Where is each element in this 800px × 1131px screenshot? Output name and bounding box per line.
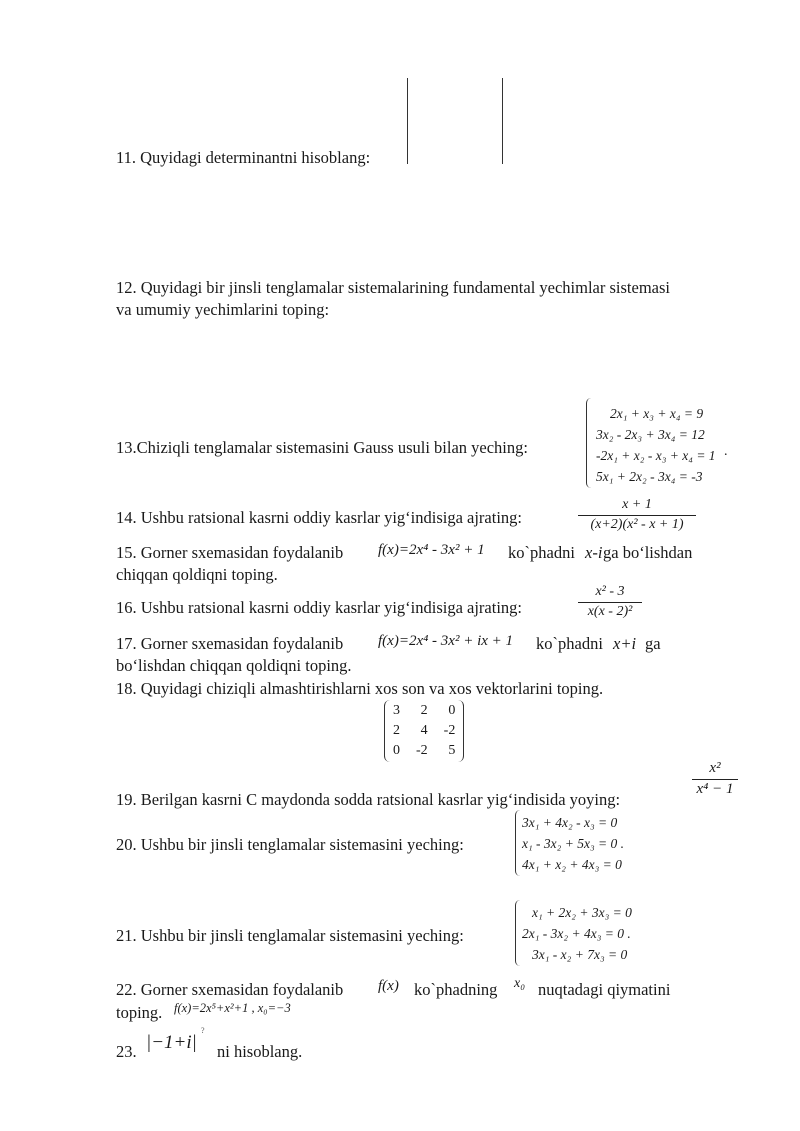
matrix-cell: -2 <box>416 743 428 758</box>
problem-17-function: f(x)=2x⁴ - 3x² + ix + 1 <box>378 633 514 649</box>
matrix-cell: 5 <box>448 743 456 758</box>
system-21-eq3: 3x₁ - x₂ + 7x₃ = 0 <box>532 947 628 962</box>
problem-14: 14. Ushbu ratsional kasrni oddiy kasrlar yig‘indisiga ajrating: <box>116 508 523 527</box>
problem-23-expression: |−1+i| <box>146 1032 197 1053</box>
system-13-eq3: -2x₁ + x₂ - x₃ + x₄ = 1 <box>596 448 716 463</box>
problem-16: 16. Ushbu ratsional kasrni oddiy kasrlar yig‘indisiga ajrating: <box>116 598 523 617</box>
system-brace <box>515 900 520 966</box>
system-13-eq1: 2x₁ + x₃ + x₄ = 9 <box>610 406 704 421</box>
problem-21: 21. Ushbu bir jinsli tenglamalar sistemasini yeching: <box>116 926 464 945</box>
system-13-eq4: 5x₁ + 2x₂ - 3x₄ = -3 <box>596 469 703 484</box>
matrix-row <box>385 721 463 741</box>
matrix-cell: 3 <box>393 703 400 718</box>
problem-15-mid: ko`phadni <box>508 543 575 562</box>
system-brace <box>515 810 520 876</box>
problem-17-lead: 17. Gorner sxemasidan foydalanib <box>116 634 344 653</box>
system-20-eq1: 3x₁ + 4x₂ - x₃ = 0 <box>522 815 618 830</box>
matrix-cell: 4 <box>420 723 428 738</box>
fraction-16-denominator: x(x - 2)² <box>587 604 633 619</box>
system-20 <box>522 812 624 875</box>
problem-15-function: f(x)=2x⁴ - 3x² + 1 <box>378 542 485 558</box>
problem-22-point: x₀ <box>514 976 526 991</box>
problem-17-mid: ko`phadni <box>536 634 603 653</box>
problem-23-exponent-mark: ? <box>201 1026 205 1035</box>
fraction-14 <box>578 497 696 533</box>
system-13-eq2: 3x₂ - 2x₃ + 3x₄ = 12 <box>596 427 705 442</box>
fraction-16 <box>578 584 642 620</box>
matrix-cell: -2 <box>443 723 456 738</box>
system-21 <box>522 902 632 965</box>
fraction-19-numerator: x² <box>709 760 721 776</box>
problem-12-line2: va umumiy yechimlarini toping: <box>116 300 330 319</box>
fraction-bar <box>578 515 696 516</box>
fraction-16-numerator: x² - 3 <box>595 584 625 599</box>
problem-15-line2: chiqqan qoldiqni toping. <box>116 565 278 584</box>
system-21-eq1: x₁ + 2x₂ + 3x₃ = 0 <box>532 905 632 920</box>
problem-19: 19. Berilgan kasrni C maydonda sodda ratsional kasrlar yig‘indisida yoying: <box>116 790 621 809</box>
fraction-bar <box>578 602 642 603</box>
problem-22-tail: nuqtadagi qiymatini <box>538 980 671 999</box>
problem-22-mid: ko`phadning <box>414 980 498 999</box>
matrix-cell: 2 <box>420 703 428 718</box>
problem-23-number: 23. <box>116 1042 137 1061</box>
problem-23-tail: ni hisoblang. <box>217 1042 303 1061</box>
problem-22-line2: toping. <box>116 1003 163 1022</box>
system-21-eq2: 2x₁ - 3x₂ + 4x₃ = 0 . <box>522 926 631 941</box>
problem-15-tail: ga bo‘lishdan <box>603 543 693 562</box>
problem-20: 20. Ushbu bir jinsli tenglamalar sistemasini yeching: <box>116 835 464 854</box>
fraction-bar <box>692 779 738 780</box>
determinant-right-bar <box>502 78 503 164</box>
matrix-row <box>385 741 463 761</box>
fraction-14-denominator: (x+2)(x² - x + 1) <box>590 517 684 532</box>
problem-22-lead: 22. Gorner sxemasidan foydalanib <box>116 980 344 999</box>
problem-15-lead: 15. Gorner sxemasidan foydalanib <box>116 543 344 562</box>
system-20-eq2: x₁ - 3x₂ + 5x₃ = 0 . <box>522 836 625 851</box>
problem-18: 18. Quyidagi chiziqli almashtirishlarni xos son va xos vektorlarini toping. <box>116 679 604 698</box>
determinant-left-bar <box>407 78 408 164</box>
matrix-18 <box>384 700 464 762</box>
system-20-eq3: 4x₁ + x₂ + 4x₃ = 0 <box>522 857 622 872</box>
system-13-period: . <box>724 444 728 459</box>
problem-11: 11. Quyidagi determinantni hisoblang: <box>116 148 371 167</box>
problem-13: 13.Chiziqli tenglamalar sistemasini Gauss usuli bilan yeching: <box>116 438 528 457</box>
matrix-cell: 0 <box>448 703 456 718</box>
problem-15-divisor: x-i <box>585 543 603 562</box>
problem-22-function: f(x) <box>378 978 399 994</box>
matrix-row <box>385 701 463 721</box>
problem-17-divisor: x+i <box>613 634 637 653</box>
system-13 <box>596 403 716 487</box>
fraction-19-denominator: x⁴ − 1 <box>696 781 734 797</box>
problem-22-definition: f(x)=2x⁵+x²+1 , x₀=−3 <box>174 1001 291 1015</box>
matrix-cell: 0 <box>393 743 400 758</box>
problem-12-line1: 12. Quyidagi bir jinsli tenglamalar sistemalarining fundamental yechimlar sistemasi <box>116 278 670 297</box>
fraction-14-numerator: x + 1 <box>622 497 652 512</box>
problem-17-tail: ga <box>645 634 661 653</box>
matrix-cell: 2 <box>393 723 400 738</box>
system-brace <box>586 398 591 488</box>
fraction-19 <box>692 760 738 798</box>
problem-17-line2: bo‘lishdan chiqqan qoldiqni toping. <box>116 656 352 675</box>
